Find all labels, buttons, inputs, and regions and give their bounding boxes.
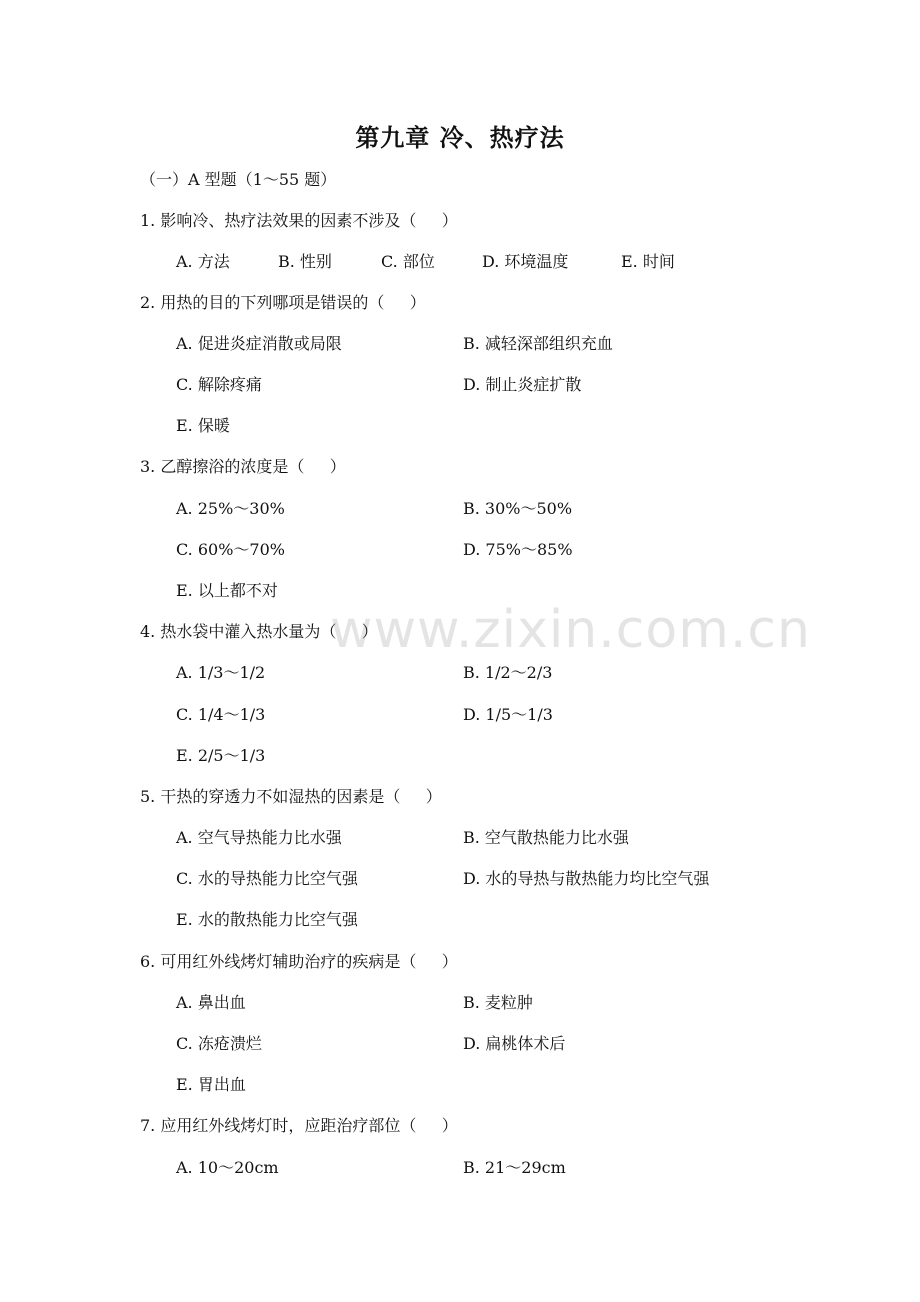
question-7-option-b: B. 21～29cm [463, 1158, 566, 1177]
question-6-option-a: A. 鼻出血 [176, 993, 246, 1012]
question-5-option-a: A. 空气导热能力比水强 [176, 828, 342, 847]
question-3-option-c: C. 60%～70% [176, 540, 285, 559]
watermark: www.zixin.com.cn [330, 600, 811, 660]
question-4-option-b: B. 1/2～2/3 [463, 663, 553, 682]
question-1-option-b: B. 性别 [278, 252, 332, 271]
question-3-stem: 3. 乙醇擦浴的浓度是（ ） [140, 457, 346, 476]
question-3-option-a: A. 25%～30% [176, 499, 285, 518]
question-3-option-b: B. 30%～50% [463, 499, 573, 518]
chapter-title: 第九章 冷、热疗法 [355, 123, 565, 152]
question-2-option-b: B. 减轻深部组织充血 [463, 334, 613, 353]
question-4-option-c: C. 1/4～1/3 [176, 705, 266, 724]
question-4-stem: 4. 热水袋中灌入热水量为（ ） [140, 622, 378, 641]
question-2-option-e: E. 保暖 [176, 416, 230, 435]
question-7-option-a: A. 10～20cm [176, 1158, 279, 1177]
question-1-stem: 1. 影响冷、热疗法效果的因素不涉及（ ） [140, 211, 458, 230]
question-6-option-b: B. 麦粒肿 [463, 993, 533, 1012]
question-5-option-e: E. 水的散热能力比空气强 [176, 910, 358, 929]
question-6-stem: 6. 可用红外线烤灯辅助治疗的疾病是（ ） [140, 952, 458, 971]
question-2-option-c: C. 解除疼痛 [176, 375, 262, 394]
question-4-option-e: E. 2/5～1/3 [176, 746, 266, 765]
question-7-stem: 7. 应用红外线烤灯时，应距治疗部位（ ） [140, 1116, 458, 1135]
question-1-option-d: D. 环境温度 [482, 252, 569, 271]
question-5-option-c: C. 水的导热能力比空气强 [176, 869, 358, 888]
section-heading: （一）A 型题（1～55 题） [140, 170, 337, 189]
question-6-option-c: C. 冻疮溃烂 [176, 1034, 262, 1053]
question-2-stem: 2. 用热的目的下列哪项是错误的（ ） [140, 293, 426, 312]
question-5-option-b: B. 空气散热能力比水强 [463, 828, 629, 847]
question-3-option-e: E. 以上都不对 [176, 581, 278, 600]
question-1-option-a: A. 方法 [176, 252, 230, 271]
question-1-option-c: C. 部位 [381, 252, 435, 271]
question-1-option-e: E. 时间 [621, 252, 675, 271]
question-2-option-d: D. 制止炎症扩散 [463, 375, 582, 394]
question-4-option-d: D. 1/5～1/3 [463, 705, 553, 724]
question-4-option-a: A. 1/3～1/2 [176, 663, 266, 682]
question-2-option-a: A. 促进炎症消散或局限 [176, 334, 342, 353]
question-6-option-e: E. 胃出血 [176, 1075, 246, 1094]
question-5-option-d: D. 水的导热与散热能力均比空气强 [463, 869, 710, 888]
question-6-option-d: D. 扁桃体术后 [463, 1034, 566, 1053]
question-5-stem: 5. 干热的穿透力不如湿热的因素是（ ） [140, 787, 442, 806]
question-3-option-d: D. 75%～85% [463, 540, 573, 559]
